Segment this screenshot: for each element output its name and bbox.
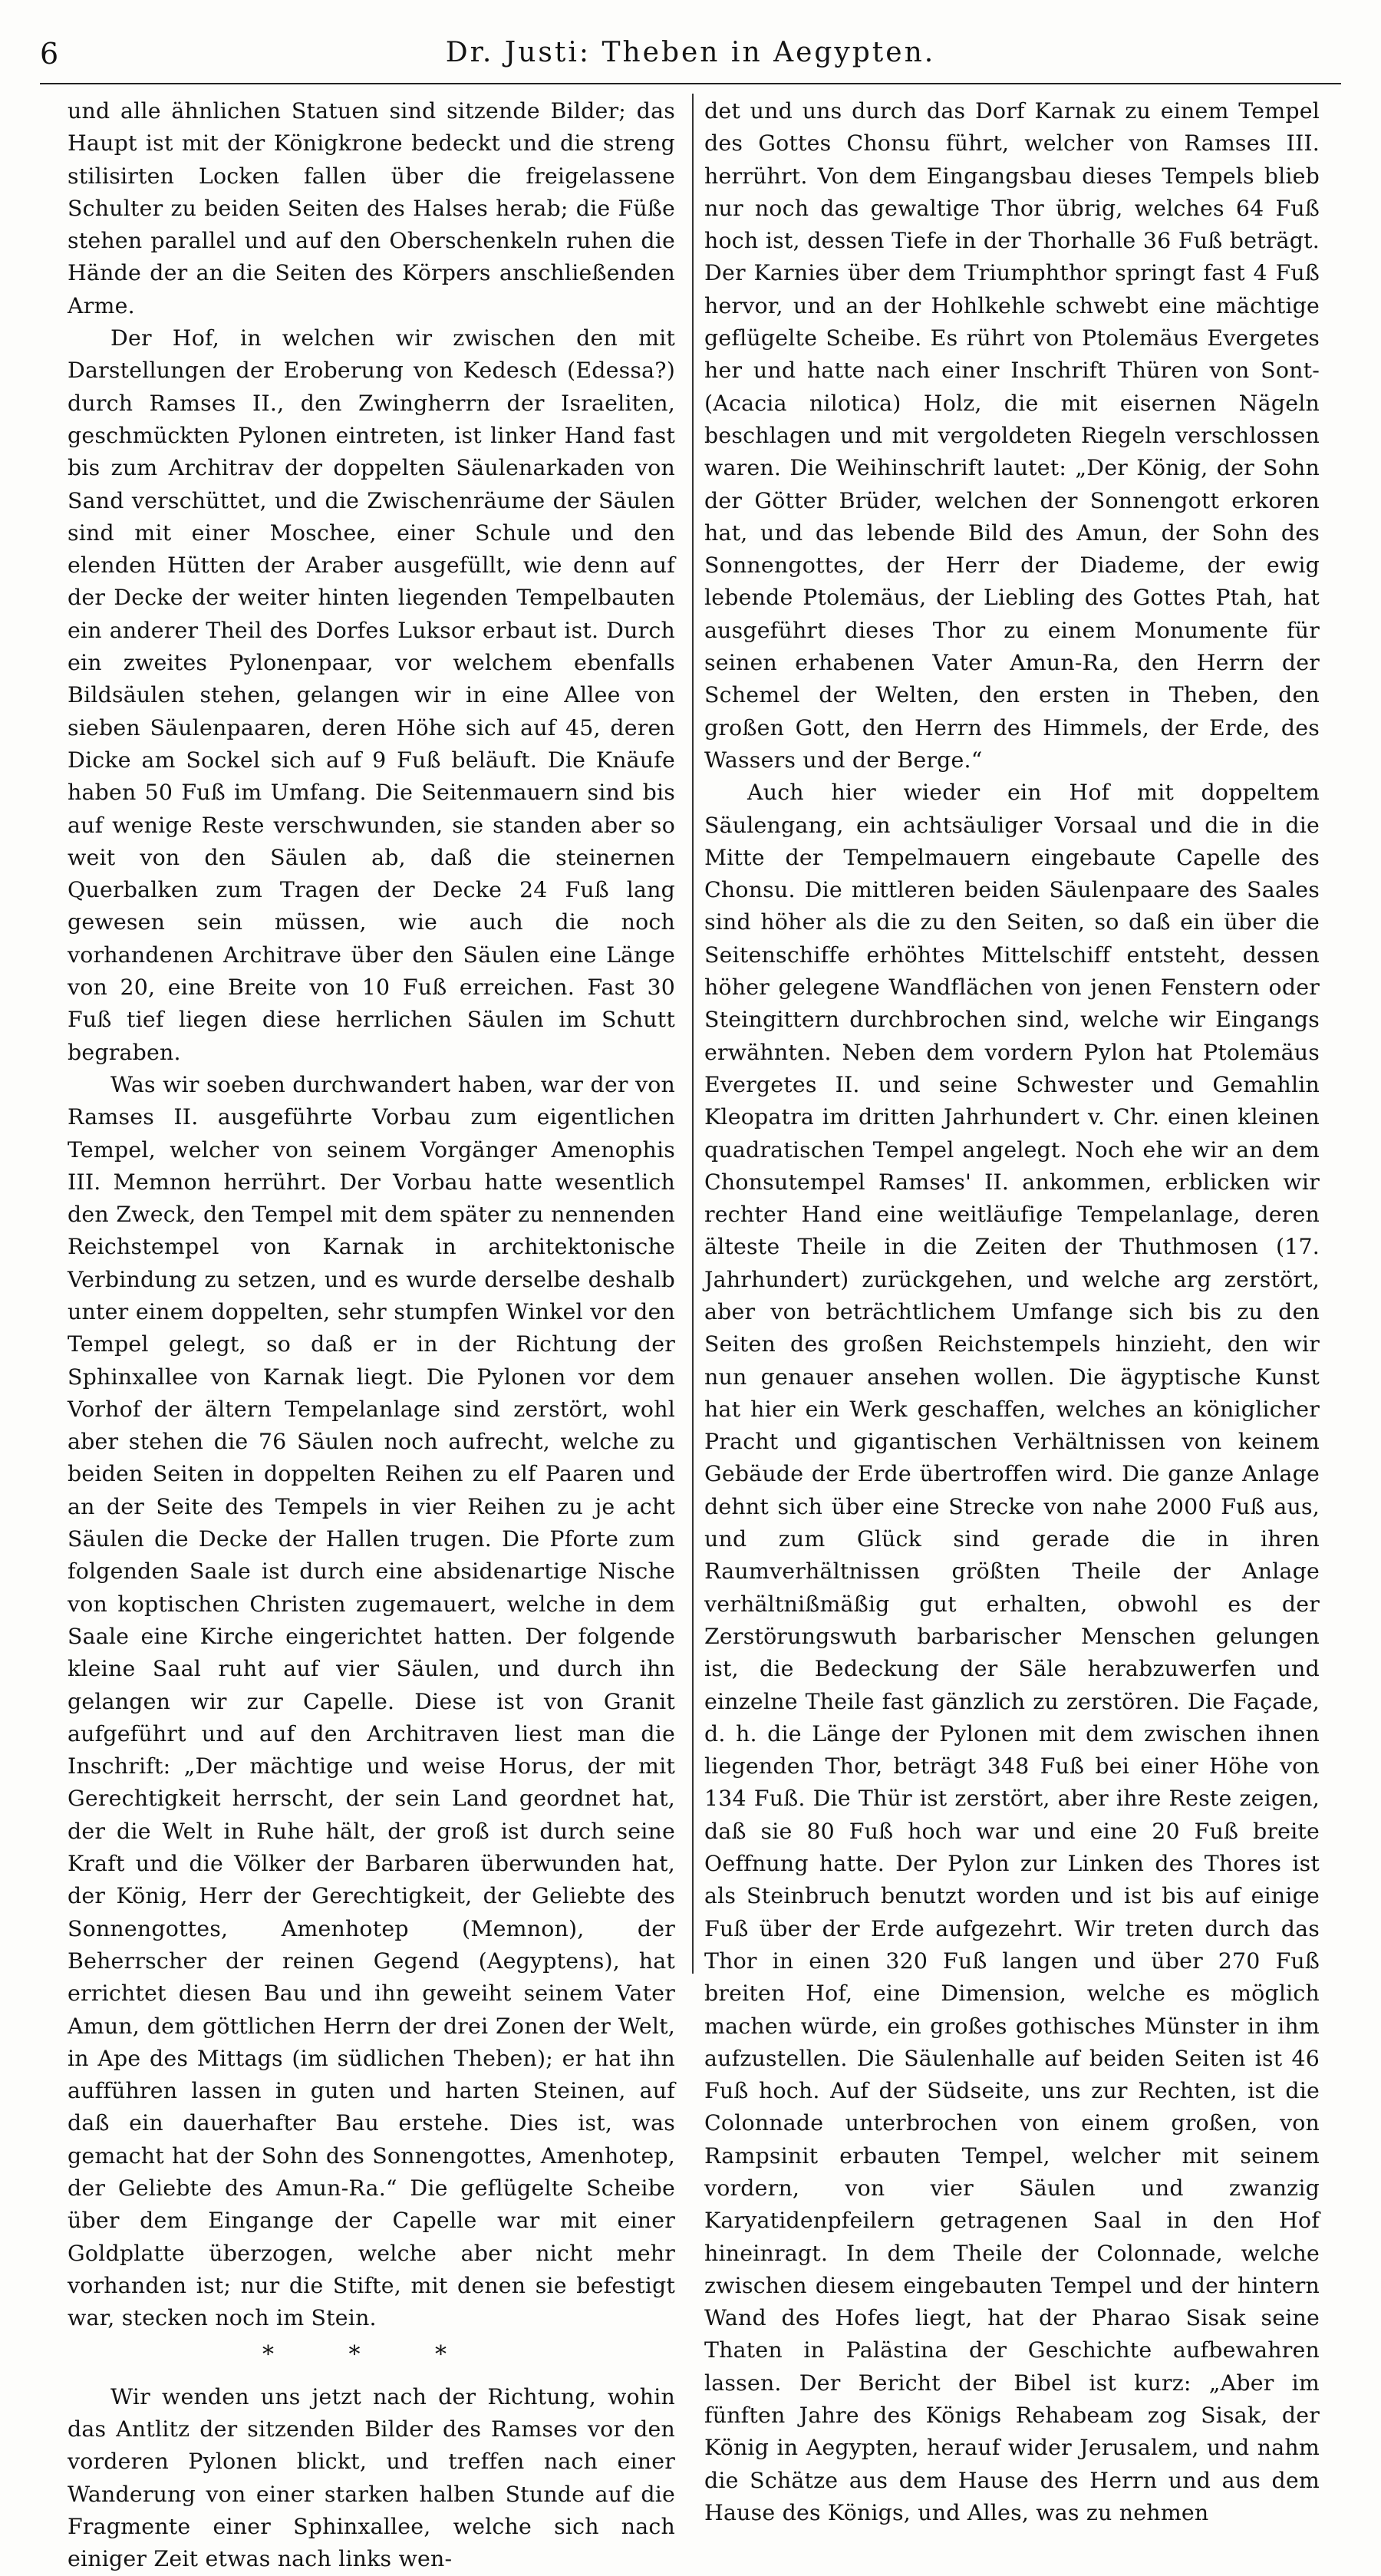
paragraph: Der Hof, in welchen wir zwischen den mit Darstellungen der Eroberung von Kedesch (Edessa?) durch Ramses II., den Zwingherrn der Israeliten, geschmückten Pylonen eintreten, ist linker Hand fast bis zum Architrav der doppelten Säulenarkaden von Sand verschüttet, und die Zwischenräume der Säulen sind mit einer Moschee, einer Schule und den elenden Hütten der Araber ausgefüllt, wie denn auf der Decke der weiter hinten liegenden Tempelbauten ein anderer Theil des Dorfes Luksor erbaut ist. Durch ein zweites Pylonenpaar, vor welchem ebenfalls Bildsäulen stehen, gelangen wir in eine Allee von sieben Säulenpaaren, deren Höhe sich auf 45, deren Dicke am Sockel sich auf 9 Fuß beläuft. Die Knäufe haben 50 Fuß im Umfang. Die Seitenmauern sind bis auf wenige Reste verschwunden, sie standen aber so weit von den Säulen ab, daß die steinernen Querbalken zum Tragen der Decke 24 Fuß lang gewesen sein müssen, wie auch die noch vorhandenen Architrave über den Säulen eine Länge von 20, eine Breite von 10 Fuß erreichen. Fast 30 Fuß tief liegen diese herrlichen Säulen im Schutt begraben. bbox=[68, 325, 675, 1065]
paragraph: Was wir soeben durchwandert haben, war der von Ramses II. ausgeführte Vorbau zum eigentlichen Tempel, welcher von seinem Vorgänger Amenophis III. Memnon herrührt. Der Vorbau hatte wesentlich den Zweck, den Tempel mit dem später zu nennenden Reichstempel von Karnak in architektonische Verbindung zu setzen, und es wurde derselbe deshalb unter einem doppelten, sehr stumpfen Winkel vor den Tempel gelegt, so daß er in der Richtung der Sphinxallee von Karnak liegt. Die Pylonen vor dem Vorhof der ältern Tempelanlage sind zerstört, wohl aber stehen die 76 Säulen noch aufrecht, welche zu beiden Seiten in doppelten Reihen zu elf Paaren und an der Seite des Tempels in vier Reihen zu je acht Säulen die Decke der Hallen trugen. Die Pforte zum folgenden Saale ist durch eine absidenartige Nische von koptischen Christen zugemauert, welche in dem Saale eine Kirche eingerichtet hatten. Der folgende kleine Saal ruht auf vier Säulen, und durch ihn gelangen wir zur Capelle. Diese ist von Granit aufgeführt und auf den Architraven liest man die Inschrift: „Der mächtige und weise Horus, der mit Gerechtigkeit herrscht, der sein Land geordnet hat, der die Welt in Ruhe hält, der groß ist durch seine Kraft und die Völker der Barbaren überwunden hat, der König, Herr der Gerechtigkeit, der Geliebte des Sonnengottes, Amenhotep (Memnon), der Beherrscher der reinen Gegend (Aegyptens), hat errichtet diesen Bau und ihn geweiht seinem Vater Amun, dem göttlichen Herrn der drei Zonen der Welt, in Ape des Mittags (im südlichen Theben); er hat ihn aufführen lassen in guten und harten Steinen, auf daß ein dauerhafter Bau erstehe. Dies ist, was gemacht hat der Sohn des Sonnengottes, Amenhotep, der Geliebte des Amun-Ra.“ Die geflügelte Scheibe über dem Eingange der Capelle war mit einer Goldplatte überzogen, welche aber nicht mehr vorhanden ist; nur die Stifte, mit denen sie befestigt war, stecken noch im Stein. bbox=[68, 1071, 675, 2331]
paragraph: Wir wenden uns jetzt nach der Richtung, wohin das Antlitz der sitzenden Bilder des Ramses vor den vorderen Pylonen blickt, und treffen nach einer Wanderung von einer starken halben Stunde auf die Fragmente einer Sphinxallee, welche sich nach einiger Zeit etwas nach links wen- bbox=[68, 2383, 675, 2572]
paragraph: und alle ähnlichen Statuen sind sitzende Bilder; das Haupt ist mit der Königkrone bedeckt und die streng stilisirten Locken fallen über die freigelassene Schulter zu beiden Seiten des Halses herab; die Füße stehen parallel und auf den Oberschenkeln ruhen die Hände der an die Seiten des Körpers anschließenden Arme. bbox=[68, 98, 675, 318]
paragraph: Auch hier wieder ein Hof mit doppeltem Säulengang, ein achtsäuliger Vorsaal und die in die Mitte der Tempelmauern eingebaute Capelle des Chonsu. Die mittleren beiden Säulenpaare des Saales sind höher als die zu den Seiten, so daß ein über die Seitenschiffe erhöhtes Mittelschiff entsteht, dessen höher gelegene Wandflächen von jenen Fenstern oder Steingittern durchbrochen sind, welche wir Eingangs erwähnten. Neben dem vordern Pylon hat Ptolemäus Evergetes II. und seine Schwester und Gemahlin Kleopatra im dritten Jahrhundert v. Chr. einen kleinen quadratischen Tempel angelegt. Noch ehe wir an dem Chonsutempel Ramses' II. ankommen, erblicken wir rechter Hand eine weitläufige Tempelanlage, deren älteste Theile in die Zeiten der Thuthmosen (17. Jahrhundert) zurückgehen, und welche arg zerstört, aber von beträchtlichem Umfange sich bis zu den Seiten des großen Reichstempels hinzieht, den wir nun genauer ansehen wollen. Die ägyptische Kunst hat hier ein Werk geschaffen, welches an königlicher Pracht und gigantischen Verhältnissen von keinem Gebäude der Erde übertroffen wird. Die ganze Anlage dehnt sich über eine Strecke von nahe 2000 Fuß aus, und zum Glück sind gerade die in ihren Raumverhältnissen größten Theile der Anlage verhältnißmäßig gut erhalten, obwohl es der Zerstörungswuth barbarischer Menschen gelungen ist, die Bedeckung der Säle herabzuwerfen und einzelne Theile fast gänzlich zu zerstören. Die Façade, d. h. die Länge der Pylonen mit dem zwischen ihnen liegenden Thor, beträgt 348 Fuß bei einer Höhe von 134 Fuß. Die Thür ist zerstört, aber ihre Reste zeigen, daß sie 80 Fuß hoch war und eine 20 Fuß breite Oeffnung hatte. Der Pylon zur Linken des Thores ist als Steinbruch benutzt worden und ist bis auf einige Fuß über der Erde aufgezehrt. Wir treten durch das Thor in einen 320 Fuß langen und über 270 Fuß breiten Hof, eine Dimension, welche es möglich machen würde, ein großes gothisches Münster in ihm aufzustellen. Die Säulenhalle auf beiden Seiten ist 46 Fuß hoch. Auf der Südseite, uns zur Rechten, ist die Colonnade unterbrochen von einem großen, von Rampsinit erbauten Tempel, welcher mit seinem vordern, von vier Säulen und zwanzig Karyatidenpfeilern getragenen Saal in den Hof hineinragt. In dem Theile der Colonnade, welche zwischen diesem eingebauten Tempel und der hintern Wand des Hofes liegt, hat der Pharao Sisak seine Thaten in Palästina der Geschichte aufbewahren lassen. Der Bericht der Bibel ist kurz: „Aber im fünften Jahre des Königs Rehabeam zog Sisak, der König in Aegypten, herauf wider Jerusalem, und nahm die Schätze aus dem Hause des Herrn und aus dem Hause des Königs, und Alles, was zu nehmen bbox=[704, 780, 1320, 2525]
header-rule bbox=[40, 83, 1341, 84]
column-divider bbox=[692, 94, 694, 1974]
running-head: Dr. Justi: Theben in Aegypten. bbox=[445, 37, 936, 68]
right-column bbox=[704, 95, 1320, 2529]
paragraph: det und uns durch das Dorf Karnak zu einem Tempel des Gottes Chonsu führt, welcher von Ramses III. herrührt. Von dem Eingangsbau dieses Tempels blieb nur noch das gewaltige Thor übrig, welches 64 Fuß hoch ist, dessen Tiefe in der Thorhalle 36 Fuß beträgt. Der Karnies über dem Triumphthor springt fast 4 Fuß hervor, und an der Hohlkehle schwebt eine mächtige geflügelte Scheibe. Es rührt von Ptolemäus Evergetes her und hatte nach einer Inschrift Thüren von Sont-(Acacia nilotica) Holz, die mit eisernen Nägeln beschlagen und mit vergoldeten Riegeln verschlossen waren. Die Weihinschrift lautet: „Der König, der Sohn der Götter Brüder, welchen der Sonnengott erkoren hat, und das lebende Bild des Amun, der Sohn des Sonnengottes, der Herr der Diademe, der ewig lebende Ptolemäus, der Liebling des Gottes Ptah, hat ausgeführt dieses Thor zu einem Monumente für seinen erhabenen Vater Amun-Ra, den Herrn der Schemel der Welten, den ersten in Theben, den großen Gott, den Herrn des Himmels, der Erde, des Wassers und der Berge.“ bbox=[704, 98, 1320, 773]
left-column bbox=[68, 95, 675, 2576]
section-separator: * * * bbox=[262, 2341, 481, 2369]
page-number: 6 bbox=[40, 37, 60, 71]
